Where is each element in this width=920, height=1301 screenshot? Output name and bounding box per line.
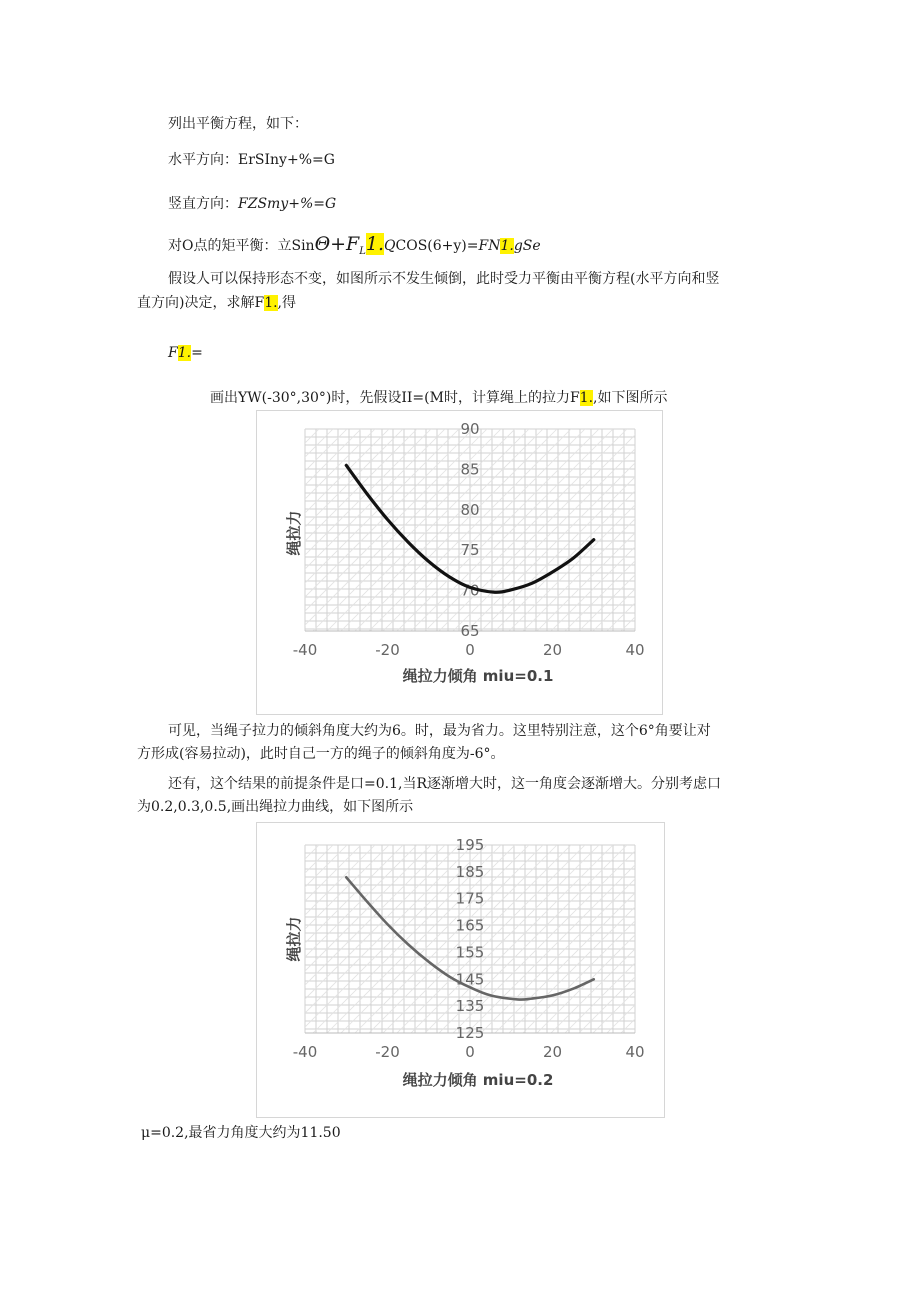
grid-hatch — [425, 429, 627, 631]
y-axis-title: 绳拉力 — [285, 510, 303, 556]
y-tick-label: 185 — [455, 862, 485, 881]
x-tick-label: -20 — [375, 1043, 400, 1061]
y-tick-label: 90 — [460, 420, 480, 438]
y-tick-label: 165 — [455, 916, 485, 935]
grid-hatch — [257, 429, 361, 631]
text-line-5b: 直方向)决定，求解F1.,得 — [137, 295, 296, 311]
x-tick-label: 20 — [542, 1043, 563, 1061]
y-tick-label: 80 — [460, 500, 480, 519]
y-tick-label: 195 — [455, 836, 485, 854]
y-tick-label: 125 — [455, 1024, 485, 1042]
y-tick-label: 145 — [455, 970, 485, 989]
x-tick-label: 20 — [542, 641, 563, 659]
grid-hatch — [467, 429, 662, 631]
grid-hatch — [621, 429, 662, 631]
y-tick-label: 85 — [460, 460, 480, 479]
x-tick-label: 0 — [465, 1043, 475, 1061]
x-tick-label: 40 — [625, 1043, 645, 1061]
text-line-3: 竖直方向：FZSmy+%=G — [168, 196, 337, 212]
grid-hatch — [495, 429, 662, 631]
grid-hatch — [327, 429, 529, 631]
x-tick-label: -40 — [292, 641, 318, 659]
x-tick-label: 40 — [625, 641, 645, 659]
grid-hatch — [523, 429, 662, 631]
chart-0-svg — [257, 411, 662, 714]
text-line-5a: 假设人可以保持形态不变，如图所示不发生倾倒，此时受力平衡由平衡方程(水平方向和竖 — [168, 271, 720, 287]
grid-hatch — [537, 429, 662, 631]
x-tick-label: -20 — [375, 641, 400, 659]
x-axis-title: 绳拉力倾角 miu=0.1 — [402, 667, 554, 685]
text-line-6: F1.= — [168, 345, 203, 361]
grid-hatch — [257, 429, 389, 631]
grid-hatch — [411, 429, 613, 631]
chart-1-svg — [257, 823, 664, 1117]
grid-hatch — [509, 429, 662, 631]
grid-hatch — [383, 429, 585, 631]
y-tick-label: 155 — [455, 943, 485, 962]
text-line-2: 水平方向：ErSIny+%=G — [168, 152, 335, 168]
y-tick-label: 70 — [460, 581, 480, 600]
x-axis-title: 绳拉力倾角 miu=0.2 — [402, 1071, 554, 1089]
chart-miu-0-2 — [256, 822, 665, 1118]
grid-hatch — [285, 429, 487, 631]
grid-hatch — [313, 429, 515, 631]
chart-miu-0-1 — [256, 410, 663, 715]
text-line-4: 对O点的矩平衡：立$Sin\Theta+F_L1.QCOS(6+y)=FN1.gSe$ — [168, 233, 541, 257]
y-tick-label: 75 — [460, 541, 480, 560]
y-tick-label: 65 — [460, 622, 480, 640]
grid-hatch — [453, 429, 655, 631]
text-line-1: 列出平衡方程，如下： — [168, 116, 308, 132]
x-tick-label: 0 — [465, 641, 475, 659]
y-axis-title: 绳拉力 — [285, 916, 303, 962]
text-line-8a: 可见，当绳子拉力的倾斜角度大约为6。时，最为省力。这里特别注意，这个6°角要让对 — [168, 723, 711, 739]
grid-hatch — [299, 429, 501, 631]
x-tick-label: -40 — [292, 1043, 318, 1061]
y-tick-label: 135 — [455, 997, 485, 1016]
plot-grid — [257, 429, 662, 631]
grid-hatch — [355, 429, 557, 631]
text-line-9a: 还有，这个结果的前提条件是口=0.1,当R逐渐增大时，这一角度会逐渐增大。分别考虑口 — [168, 776, 721, 792]
text-line-9b: 为0.2,0.3,0.5,画出绳拉力曲线，如下图所示 — [137, 799, 414, 815]
y-tick-label: 175 — [455, 889, 485, 908]
grid-hatch — [593, 429, 662, 631]
text-line-8b: 方形成(容易拉动)，此时自己一方的绳子的倾斜角度为-6°。 — [137, 746, 505, 762]
grid-hatch — [439, 429, 641, 631]
text-line-10: μ=0.2,最省力角度大约为11.50 — [141, 1125, 341, 1141]
text-line-7: 画出YW(-30°,30°)时，先假设II=(M时，计算绳上的拉力F1.,如下图所示 — [210, 390, 668, 406]
